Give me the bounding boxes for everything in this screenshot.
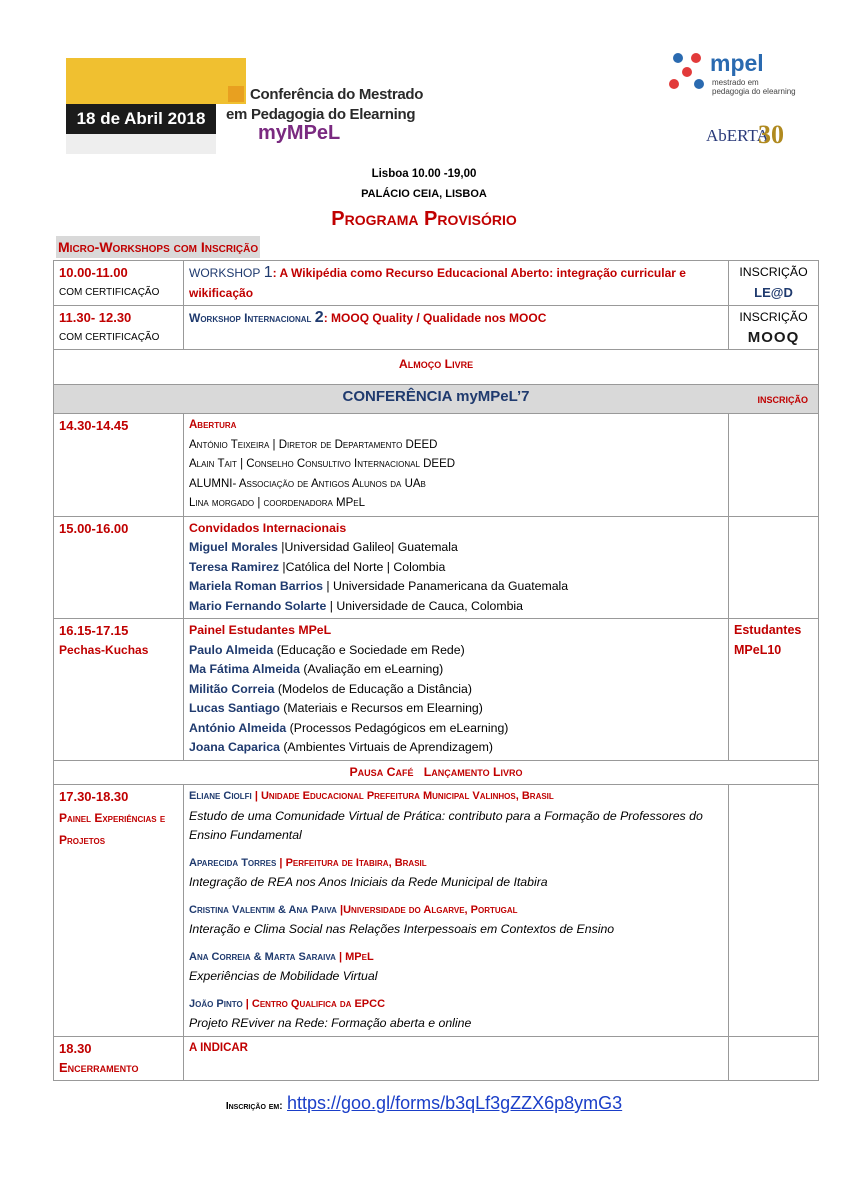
speaker-affil: | Universidade Panamericana da Guatemala bbox=[322, 579, 569, 593]
student-topic: (Materiais e Recursos em Elearning) bbox=[279, 701, 483, 715]
encerramento-text: A INDICAR bbox=[184, 1036, 729, 1080]
experiencias-time: 17.30-18.30 bbox=[59, 789, 129, 804]
presenter-inst: MPeL bbox=[345, 950, 374, 963]
presenter-line: João Pinto | Centro Qualifica da EPCC bbox=[189, 997, 386, 1010]
conference-title: CONFERÊNCIA myMPeL’7 bbox=[342, 388, 530, 405]
workshop2-ins-label[interactable]: INSCRIÇÃO bbox=[739, 310, 808, 324]
workshop2-prefix: Workshop Internacional bbox=[189, 311, 312, 325]
workshop2-cert: COM CERTIFICAÇÃO bbox=[59, 331, 160, 343]
painel-time: 16.15-17.15 bbox=[59, 623, 129, 638]
program-table bbox=[53, 260, 819, 1081]
student-topic: (Avaliação em eLearning) bbox=[299, 662, 444, 676]
student-name: Ma Fátima Almeida bbox=[189, 662, 300, 676]
aberta-logo bbox=[706, 120, 796, 160]
experiencias-desc bbox=[184, 785, 729, 1037]
list-item bbox=[189, 558, 723, 578]
table-row bbox=[54, 414, 819, 517]
speaker-name: Teresa Ramirez bbox=[189, 559, 279, 574]
presenter-inst: Centro Qualifica da EPCC bbox=[251, 997, 386, 1010]
table-row bbox=[54, 261, 819, 306]
time-cell bbox=[54, 306, 184, 350]
list-item bbox=[189, 901, 723, 940]
presenter-line: Ana Correia & Marta Saraiva | MPeL bbox=[189, 950, 374, 963]
presenter-inst: Universidade do Algarve, Portugal bbox=[343, 903, 518, 916]
table-row bbox=[54, 306, 819, 350]
speaker-affil: |Universidad Galileo| Guatemala bbox=[277, 540, 458, 554]
list-item bbox=[189, 995, 723, 1034]
student-name: Paulo Almeida bbox=[189, 642, 274, 657]
presenter-line: Eliane Ciolfi | Unidade Educacional Prefeitura Municipal Valinhos, Brasil bbox=[189, 790, 554, 802]
banner-title-line3: myMPeL bbox=[258, 122, 341, 144]
aberta-logo-number: 30 bbox=[758, 120, 784, 149]
workshop1-time: 10.00-11.00 bbox=[59, 265, 128, 280]
workshop1-prefix: WORKSHOP bbox=[189, 266, 261, 280]
empty-cell bbox=[729, 414, 819, 517]
lunch-row: Almoço Livre bbox=[54, 350, 819, 385]
table-row bbox=[54, 516, 819, 619]
workshop2-num: 2 bbox=[314, 309, 324, 326]
mpel-logo-sub bbox=[712, 78, 796, 96]
workshop1-desc bbox=[184, 261, 729, 306]
presentation-title: Projeto REviver na Rede: Formação aberta e online bbox=[189, 1016, 472, 1030]
list-item bbox=[189, 680, 723, 700]
time-cell bbox=[54, 414, 184, 517]
table-row bbox=[54, 785, 819, 1037]
time-cell bbox=[54, 261, 184, 306]
mooq-logo: MOOQ bbox=[747, 328, 800, 346]
encerramento-label: Encerramento bbox=[59, 1060, 139, 1075]
list-item: Alain Tait | Conselho Consultivo Internacional DEED bbox=[189, 458, 456, 470]
mpel-logo-sub2: pedagogia do elearning bbox=[712, 87, 796, 96]
abertura-desc bbox=[184, 414, 729, 517]
list-item bbox=[189, 538, 723, 558]
workshop1-signup[interactable] bbox=[729, 261, 819, 306]
student-name: Militão Correia bbox=[189, 681, 275, 696]
presenter-line: Cristina Valentim & Ana Paiva |Universidade do Algarve, Portugal bbox=[189, 903, 518, 916]
abertura-head: Abertura bbox=[189, 419, 237, 431]
list-item bbox=[189, 577, 723, 597]
speaker-affil: | Universidade de Cauca, Colombia bbox=[326, 598, 523, 613]
student-topic: (Ambientes Virtuais de Aprendizagem) bbox=[279, 740, 493, 754]
painel-side: Estudantes MPeL10 bbox=[729, 619, 819, 761]
student-name: Joana Caparica bbox=[189, 740, 280, 754]
table-row bbox=[54, 385, 819, 414]
mpel-figure-icon bbox=[666, 50, 708, 94]
speaker-name: Mariela Roman Barrios bbox=[189, 579, 323, 593]
program-title: Programa Provisório bbox=[331, 208, 517, 230]
convidados-head: Convidados Internacionais bbox=[189, 520, 347, 535]
speaker-name: Mario Fernando Solarte bbox=[189, 598, 327, 613]
time-cell bbox=[54, 516, 184, 619]
workshop2-signup[interactable] bbox=[729, 306, 819, 350]
time-cell bbox=[54, 619, 184, 761]
convidados-desc bbox=[184, 516, 729, 619]
footer bbox=[0, 1093, 848, 1114]
list-item bbox=[189, 597, 723, 617]
banner-date: 18 de Abril 2018 bbox=[66, 104, 216, 134]
list-item bbox=[189, 660, 723, 680]
empty-cell bbox=[729, 1036, 819, 1080]
workshop1-ins-label[interactable]: INSCRIÇÃO bbox=[739, 265, 808, 279]
micro-workshops-heading: Micro-Workshops com Inscrição bbox=[56, 236, 260, 258]
list-item bbox=[189, 787, 723, 846]
presenter-name: Cristina Valentim & Ana Paiva bbox=[189, 903, 337, 916]
workshop1-cert: COM CERTIFICAÇÃO bbox=[59, 286, 160, 298]
conference-header bbox=[54, 385, 819, 414]
pausa-row: Pausa Café Lançamento Livro bbox=[54, 760, 819, 785]
presentation-title: Interação e Clima Social nas Relações Interpessoais em Contextos de Ensino bbox=[189, 922, 615, 936]
student-name: Lucas Santiago bbox=[189, 701, 280, 715]
time-cell bbox=[54, 785, 184, 1037]
empty-cell bbox=[729, 516, 819, 619]
list-item: Lina morgado | coordenadora MPeL bbox=[189, 497, 366, 509]
registration-link[interactable]: https://goo.gl/forms/b3qLf3gZZX6p8ymG3 bbox=[287, 1093, 623, 1113]
student-topic: (Educação e Sociedade em Rede) bbox=[273, 642, 465, 657]
venue-line: PALÁCIO CEIA, LISBOA bbox=[361, 188, 487, 200]
presenter-name: Aparecida Torres bbox=[189, 856, 277, 869]
workshop2-title: : MOOQ Quality / Qualidade nos MOOC bbox=[323, 311, 547, 325]
speaker-name: Miguel Morales bbox=[189, 540, 278, 554]
abertura-time: 14.30-14.45 bbox=[59, 418, 129, 433]
list-item bbox=[189, 854, 723, 893]
list-item bbox=[189, 641, 723, 661]
mpel-logo bbox=[666, 50, 816, 100]
presenter-inst: Unidade Educacional Prefeitura Municipal Valinhos, Brasil bbox=[260, 790, 554, 802]
speaker-affil: |Católica del Norte | Colombia bbox=[279, 559, 446, 574]
table-row bbox=[54, 350, 819, 385]
time-cell bbox=[54, 1036, 184, 1080]
banner-yellow-block bbox=[66, 58, 246, 104]
presenter-name: João Pinto bbox=[189, 997, 243, 1010]
mpel-logo-sub1: mestrado em bbox=[712, 78, 759, 87]
footer-label: Inscrição em: bbox=[225, 1101, 283, 1112]
workshop1-title: : A Wikipédia como Recurso Educacional Aberto: integração curricular e wikificação bbox=[189, 266, 686, 300]
convidados-time: 15.00-16.00 bbox=[59, 520, 129, 536]
conference-banner bbox=[66, 58, 456, 156]
table-row bbox=[54, 1036, 819, 1080]
painel-head: Painel Estudantes MPeL bbox=[189, 623, 332, 637]
student-topic: (Processos Pedagógicos em eLearning) bbox=[286, 720, 509, 735]
presenter-line: Aparecida Torres | Perfeitura de Itabira, Brasil bbox=[189, 856, 427, 869]
presenter-name: Eliane Ciolfi bbox=[189, 790, 252, 802]
encerramento-time: 18.30 bbox=[59, 1040, 92, 1056]
banner-title-line2: em Pedagogia do Elearning bbox=[226, 106, 416, 123]
painel-desc bbox=[184, 619, 729, 761]
presenter-name: Ana Correia & Marta Saraiva bbox=[189, 950, 336, 963]
list-item: António Teixeira | Diretor de Departamento DEED bbox=[189, 438, 438, 451]
list-item bbox=[189, 738, 723, 758]
mpel-logo-text: mpel bbox=[710, 50, 764, 76]
student-name: António Almeida bbox=[189, 720, 287, 735]
presentation-title: Estudo de uma Comunidade Virtual de Prática: contributo para a Formação de Professores do Ensino Fundamental bbox=[189, 808, 703, 842]
list-item: ALUMNI- Associação de Antigos Alunos da UAb bbox=[189, 477, 426, 490]
student-topic: (Modelos de Educação a Distância) bbox=[274, 681, 472, 696]
list-item bbox=[189, 948, 723, 987]
experiencias-sub: Painel Experiências e Projetos bbox=[59, 810, 166, 847]
banner-orange-square bbox=[228, 86, 244, 102]
location-line: Lisboa 10.00 -19,00 bbox=[371, 168, 477, 180]
painel-sub: Pechas-Kuchas bbox=[59, 642, 149, 657]
banner-title-line1: Conferência do Mestrado bbox=[250, 86, 424, 103]
workshop2-desc bbox=[184, 306, 729, 350]
conference-signup[interactable]: inscrição bbox=[757, 391, 808, 406]
presenter-inst: Perfeitura de Itabira, Brasil bbox=[285, 856, 427, 869]
empty-cell bbox=[729, 785, 819, 1037]
workshop2-time: 11.30- 12.30 bbox=[59, 310, 132, 325]
aberta-logo-text: AbERTA bbox=[706, 126, 769, 145]
list-item bbox=[189, 699, 723, 719]
list-item bbox=[189, 719, 723, 739]
presentation-title: Integração de REA nos Anos Iniciais da Rede Municipal de Itabira bbox=[189, 875, 548, 889]
table-row bbox=[54, 619, 819, 761]
workshop1-num: 1 bbox=[263, 264, 273, 281]
presentation-title: Experiências de Mobilidade Virtual bbox=[189, 969, 378, 983]
lead-logo: LE@D bbox=[754, 284, 793, 300]
table-row bbox=[54, 760, 819, 785]
